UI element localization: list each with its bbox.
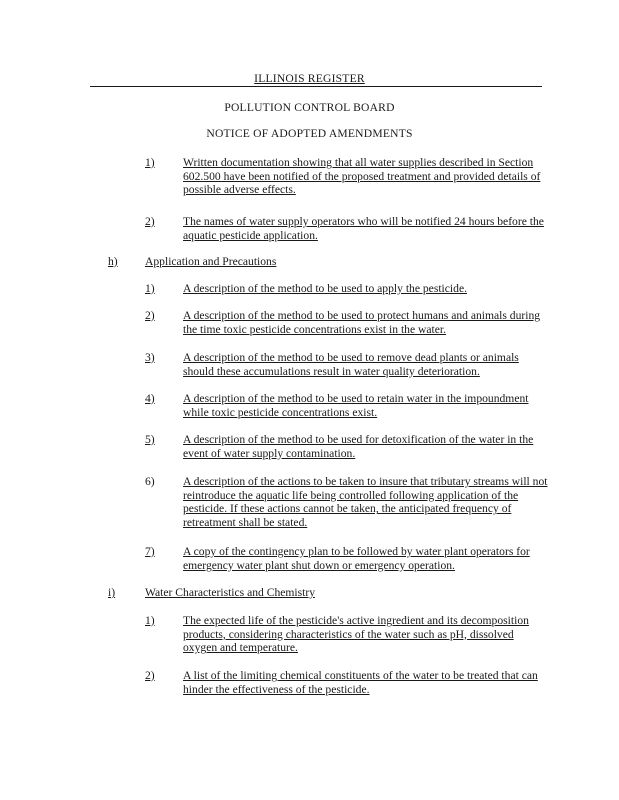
item-text: The names of water supply operators who will be notified 24 hours before the aquatic pesticide application. — [183, 215, 544, 242]
item-text: A description of the method to be used to retain water in the impoundment while toxic pesticide concentrations exist. — [183, 392, 529, 419]
item-text: A list of the limiting chemical constituents of the water to be treated that can hinder the effectiveness of the pesticide. — [183, 669, 538, 696]
item-number: 4) — [145, 392, 155, 405]
register-title: ILLINOIS REGISTER — [254, 72, 365, 85]
item-number: 2) — [145, 669, 155, 682]
item-text: A description of the method to be used to remove dead plants or animals should these accumulations result in water quality deterioration. — [183, 351, 519, 378]
item-number: 7) — [145, 545, 155, 558]
section-title: Water Characteristics and Chemistry — [145, 586, 316, 599]
section-letter: i) — [108, 586, 116, 599]
item-text: Written documentation showing that all water supplies described in Section 602.500 have been notified of the proposed treatment and provided details of possible adverse effects. — [183, 156, 541, 197]
item-number: 2) — [145, 215, 155, 228]
section-letter: h) — [108, 255, 118, 268]
notice-title: NOTICE OF ADOPTED AMENDMENTS — [206, 127, 413, 140]
item-text: The expected life of the pesticide's active ingredient and its decomposition products, considering characteristics of the water such as pH, dissolved oxygen and temperature. — [183, 614, 529, 655]
header-rule — [90, 86, 542, 87]
section-title: Application and Precautions — [145, 255, 277, 268]
item-number: 6) — [145, 475, 155, 488]
item-text: A description of the method to be used for detoxification of the water in the event of water supply contamination. — [183, 433, 534, 460]
board-name: POLLUTION CONTROL BOARD — [224, 101, 395, 114]
item-number: 5) — [145, 433, 155, 446]
item-number: 2) — [145, 309, 155, 322]
item-number: 1) — [145, 614, 155, 627]
item-number: 3) — [145, 351, 155, 364]
item-text: A description of the actions to be taken to insure that tributary streams will not reintroduce the aquatic life being controlled following application of the pesticide. If these actions cannot be taken, the anticipated frequency of retreatment shall be stated. — [183, 475, 548, 529]
item-number: 1) — [145, 282, 155, 295]
item-text: A copy of the contingency plan to be followed by water plant operators for emergency water plant shut down or emergency operation. — [183, 545, 530, 572]
item-text: A description of the method to be used to apply the pesticide. — [183, 282, 467, 295]
item-text: A description of the method to be used to protect humans and animals during the time toxic pesticide concentrations exist in the water. — [183, 309, 541, 336]
item-number: 1) — [145, 156, 155, 169]
